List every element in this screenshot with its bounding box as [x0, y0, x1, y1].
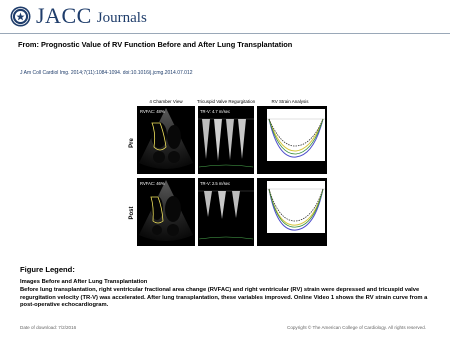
figure-legend-subtitle: Images Before and After Lung Transplantation	[20, 279, 148, 285]
column-label-4-chamber: 4 Chamber View	[149, 99, 183, 104]
article-title: From: Prognostic Value of RV Function Before and After Lung Transplantation	[18, 40, 293, 49]
post-tr-doppler-image	[198, 178, 254, 246]
header-divider	[0, 33, 450, 34]
column-label-rv-strain: RV Strain Analysis	[271, 99, 309, 104]
row-label-pre: Pre	[129, 138, 135, 148]
article-citation[interactable]: J Am Coll Cardiol Img. 2014;7(11):1084-1094. doi:10.1016/j.jcmg.2014.07.012	[20, 70, 193, 76]
journal-logo	[10, 5, 147, 27]
pre-trv-value: TR-V: 4.7 m/sec	[200, 109, 231, 114]
post-strain-chart	[257, 178, 327, 246]
post-trv-value: TR-V: 2.5 m/sec	[200, 181, 231, 186]
post-strain-value: RV Strain: -26%	[269, 236, 302, 241]
echocardiography-figure	[126, 97, 330, 251]
pre-rvfac-value: RVFAC: 48%	[140, 109, 165, 114]
post-rvfac-value: RVFAC: 46%	[140, 181, 165, 186]
row-label-post: Post	[129, 206, 135, 220]
pre-strain-value: RV Strain: -16%	[269, 164, 302, 169]
pre-4-chamber-image	[137, 106, 195, 174]
figure-legend-heading: Figure Legend:	[20, 265, 75, 274]
copyright-notice: Copyright © The American College of Cardiology. All rights reserved.	[287, 325, 427, 330]
download-date: Date of download: 7/2/2016	[20, 325, 77, 330]
pre-tr-doppler-image	[198, 106, 254, 174]
column-label-tricuspid: Tricuspid Valve Regurgitation	[196, 99, 256, 104]
brand-suffix: Journals	[96, 10, 147, 26]
pre-strain-chart	[257, 106, 327, 174]
brand-name: JACC	[36, 3, 92, 28]
college-seal-icon	[10, 6, 31, 27]
figure-legend-body: Before lung transplantation, right ventricular fractional area change (RVFAC) and right ventricular (RV) strain were depressed and tricuspid valve regurgitation velocity (TR-V) was accelerated. After lung transplantation, these variables improved. Online Video 1 shows the RV strain curve from a post-operative echocardiogram.	[20, 287, 428, 309]
post-4-chamber-image	[137, 178, 195, 246]
